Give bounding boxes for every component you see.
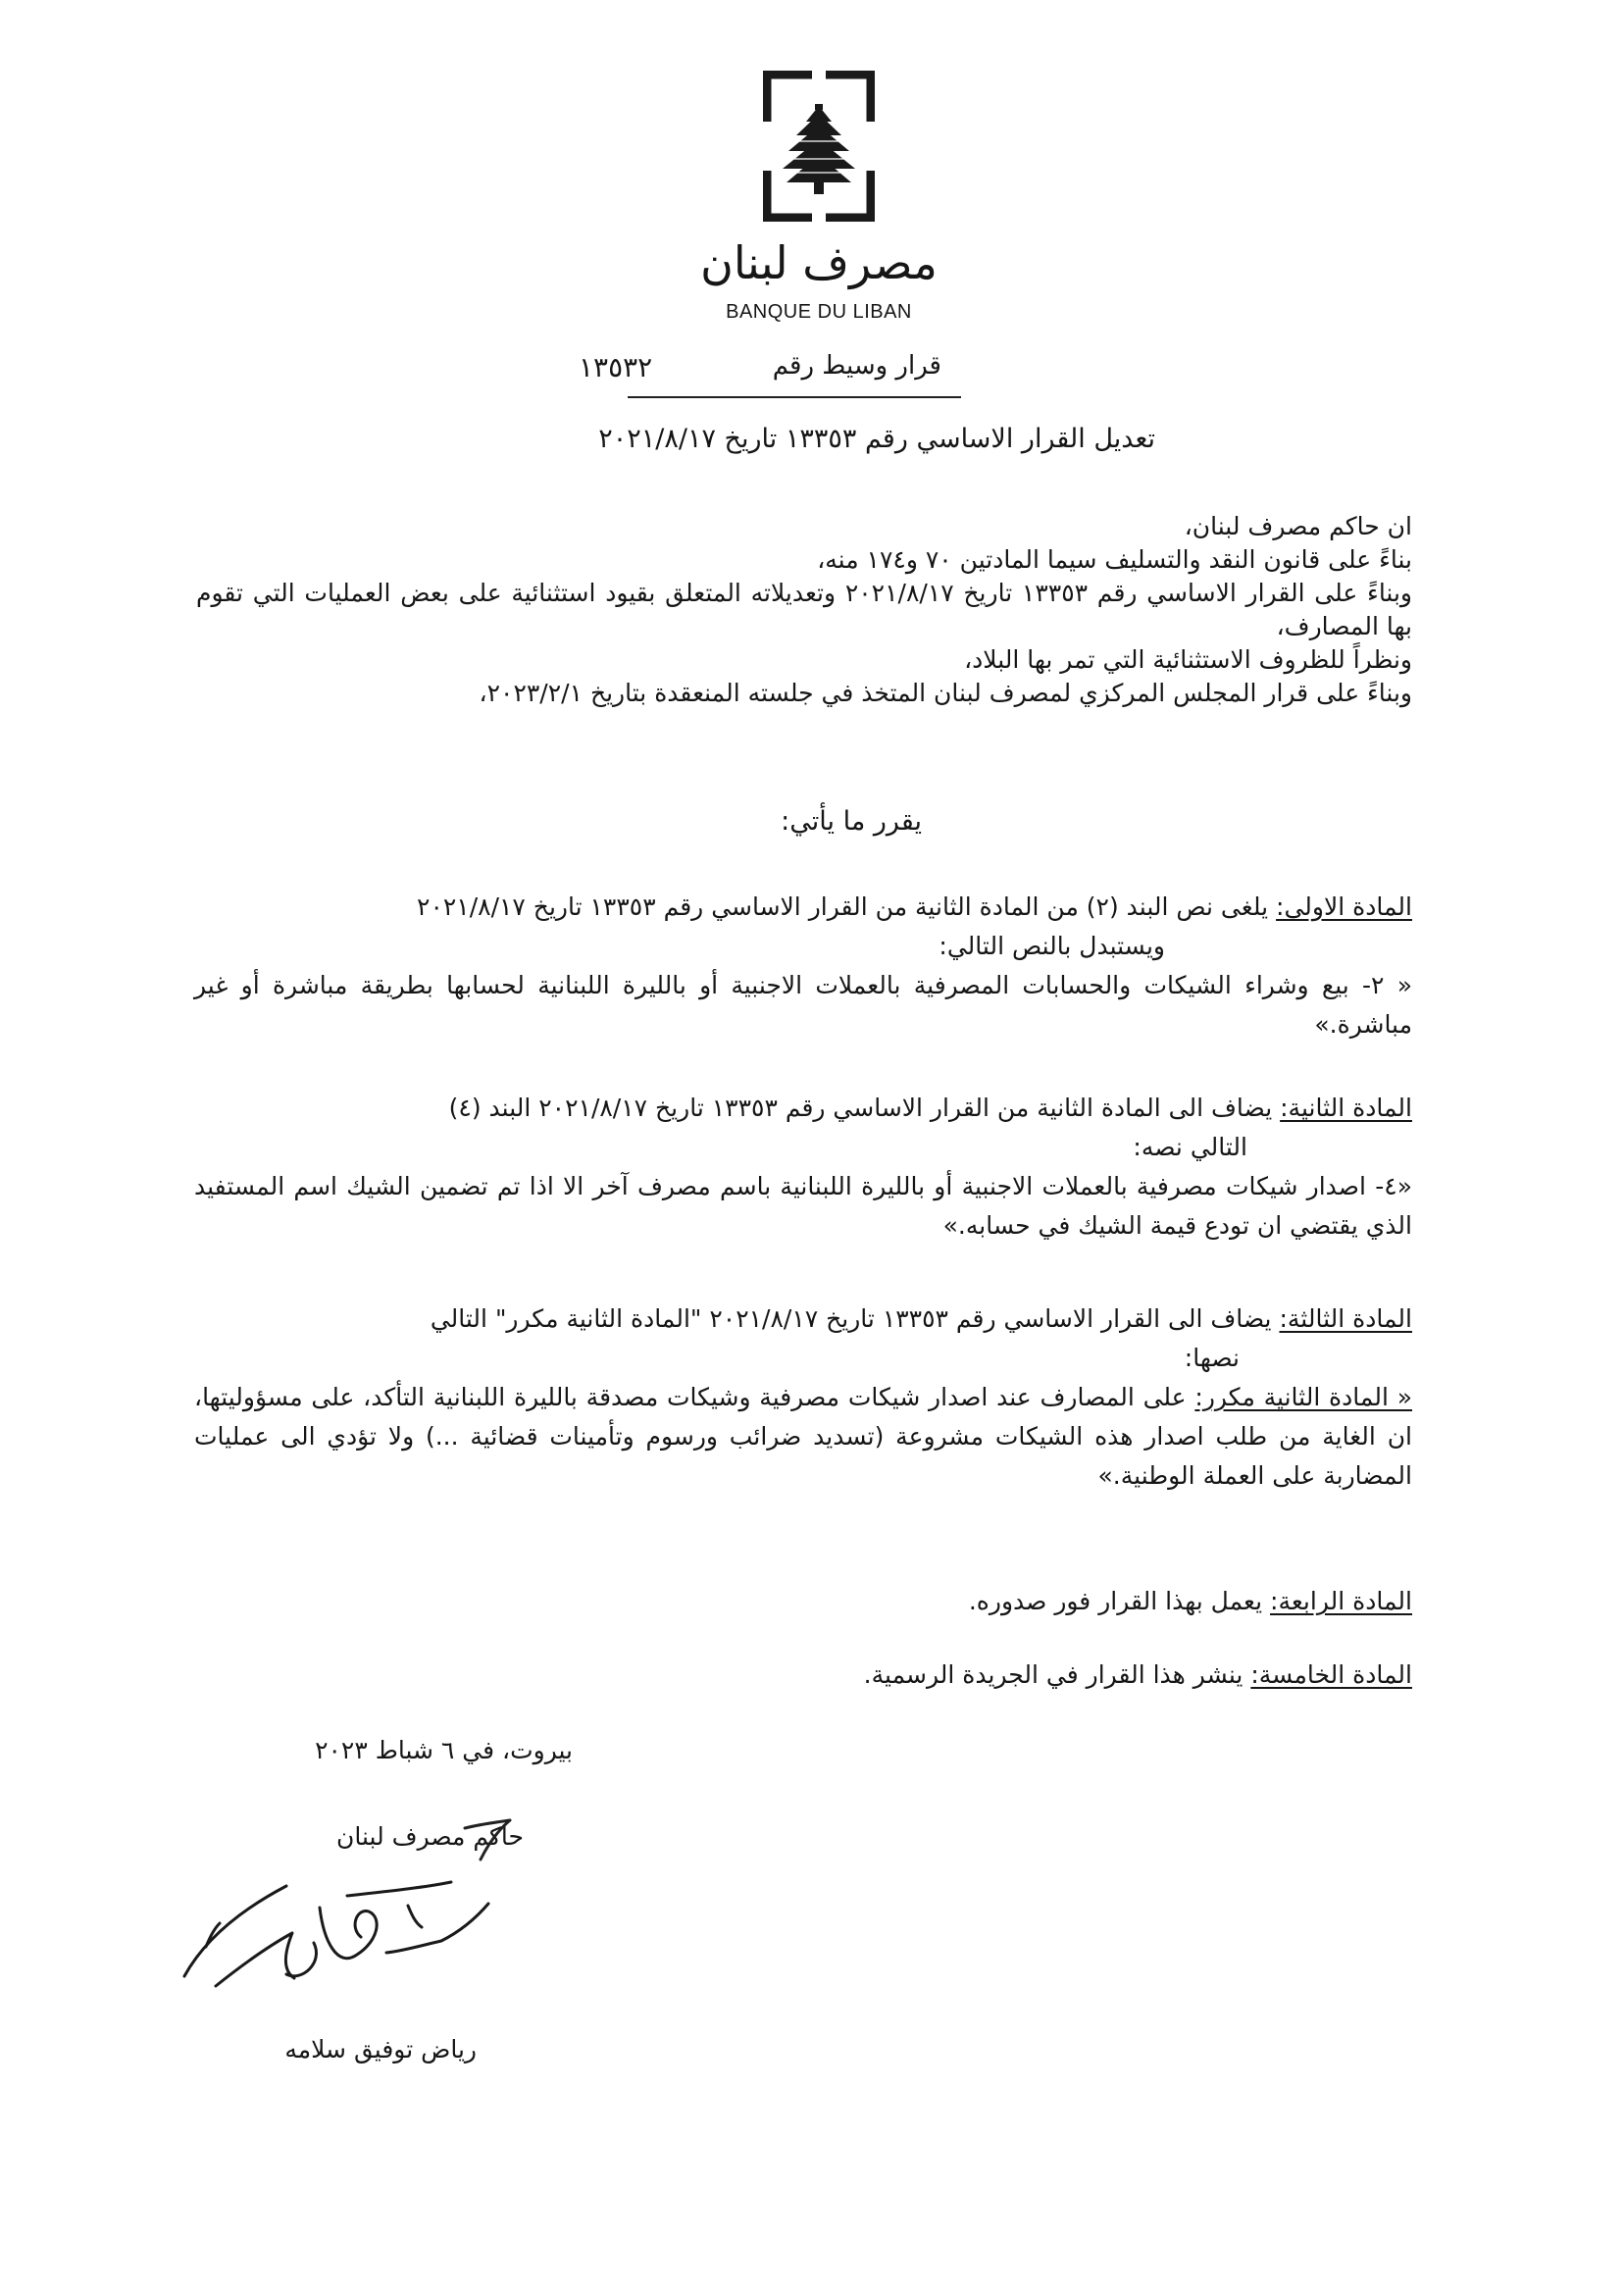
tick-mark-icon xyxy=(459,1814,518,1863)
preamble xyxy=(196,510,1412,710)
decision-subject: تعديل القرار الاساسي رقم ١٣٣٥٣ تاريخ ٢٠٢١/٨/١٧ xyxy=(598,424,1155,454)
article-text: يضاف الى القرار الاساسي رقم ١٣٣٥٣ تاريخ ٢٠٢١/٨/١٧ "المادة الثانية مكرر" التالي xyxy=(430,1304,1272,1333)
resolves-heading: يقرر ما يأتي: xyxy=(781,806,922,837)
decision-label: قرار وسيط رقم xyxy=(772,351,941,381)
governor-title: حاكم مصرف لبنان xyxy=(336,1822,524,1851)
bank-name-french: BANQUE DU LIBAN xyxy=(726,301,912,323)
article-heading: المادة الثانية: xyxy=(1280,1094,1412,1122)
article-3 xyxy=(194,1299,1412,1496)
article-quote: « ٢- بيع وشراء الشيكات والحسابات المصرفية بالعملات الاجنبية أو بالليرة اللبنانية لحسابها بطريقة مباشرة أو غير مباشرة.» xyxy=(194,971,1412,1039)
preamble-line: بناءً على قانون النقد والتسليف سيما المادتين ٧٠ و١٧٤ منه، xyxy=(817,545,1412,574)
decision-number: ١٣٥٣٢ xyxy=(579,351,653,383)
article-1 xyxy=(194,888,1412,1045)
preamble-line: ونظراً للظروف الاستثنائية التي تمر بها البلاد، xyxy=(964,645,1412,674)
quote-heading: « المادة الثانية مكرر: xyxy=(1194,1383,1412,1411)
place-and-date: بيروت، في ٦ شباط ٢٠٢٣ xyxy=(315,1736,573,1764)
preamble-line: وبناءً على قرار المجلس المركزي لمصرف لبنان المتخذ في جلسته المنعقدة بتاريخ ٢٠٢٣/٢/١، xyxy=(479,679,1412,707)
article-continuation: نصها: xyxy=(1184,1344,1240,1372)
article-heading: المادة الرابعة: xyxy=(1270,1587,1412,1615)
article-quote-block xyxy=(194,1378,1412,1496)
article-text: يعمل بهذا القرار فور صدوره. xyxy=(968,1587,1263,1615)
article-continuation: ويستبدل بالنص التالي: xyxy=(939,932,1165,960)
cedar-emblem-icon xyxy=(763,71,875,222)
article-2 xyxy=(194,1089,1412,1246)
article-text: يضاف الى المادة الثانية من القرار الاساسي رقم ١٣٣٥٣ تاريخ ٢٠٢١/٨/١٧ البند (٤) xyxy=(448,1094,1273,1122)
governor-name: رياض توفيق سلامه xyxy=(284,2035,477,2064)
preamble-line: وبناءً على القرار الاساسي رقم ١٣٣٥٣ تاريخ ٢٠٢١/٨/١٧ وتعديلاته المتعلق بقيود استثنائية على بعض العمليات التي تقوم بها المصارف، xyxy=(196,579,1413,640)
article-heading: المادة الخامسة: xyxy=(1250,1660,1412,1689)
article-quote: على المصارف عند اصدار شيكات مصرفية وشيكات مصدقة بالليرة اللبنانية التأكد، على مسؤوليتها، ان الغاية من طلب اصدار هذه الشيكات مشروعة (تسديد ضرائب ورسوم وتأمينات قضائية ...) ولا تؤدي الى عمليات المضاربة على العملة الوطنية.» xyxy=(194,1383,1412,1490)
header-divider xyxy=(628,396,961,398)
article-5 xyxy=(194,1656,1412,1695)
article-text: يلغى نص البند (٢) من المادة الثانية من القرار الاساسي رقم ١٣٣٥٣ تاريخ ٢٠٢١/٨/١٧ xyxy=(417,892,1269,921)
article-quote: «٤- اصدار شيكات مصرفية بالعملات الاجنبية أو بالليرة اللبنانية باسم مصرف آخر الا اذا تم تضمين الشيك اسم المستفيد الذي يقتضي ان تودع قيمة الشيك في حسابه.» xyxy=(194,1172,1412,1240)
article-heading: المادة الاولى: xyxy=(1276,892,1412,921)
decision-number-line xyxy=(549,351,941,390)
article-heading: المادة الثالثة: xyxy=(1279,1304,1412,1333)
bank-name-arabic: مصرف لبنان xyxy=(700,236,938,289)
article-continuation: التالي نصه: xyxy=(1133,1133,1247,1161)
article-4 xyxy=(194,1582,1412,1621)
article-text: ينشر هذا القرار في الجريدة الرسمية. xyxy=(863,1660,1243,1689)
cedar-logo xyxy=(763,71,875,222)
preamble-line: ان حاكم مصرف لبنان، xyxy=(1184,512,1412,540)
governor-signature xyxy=(177,1868,510,2015)
